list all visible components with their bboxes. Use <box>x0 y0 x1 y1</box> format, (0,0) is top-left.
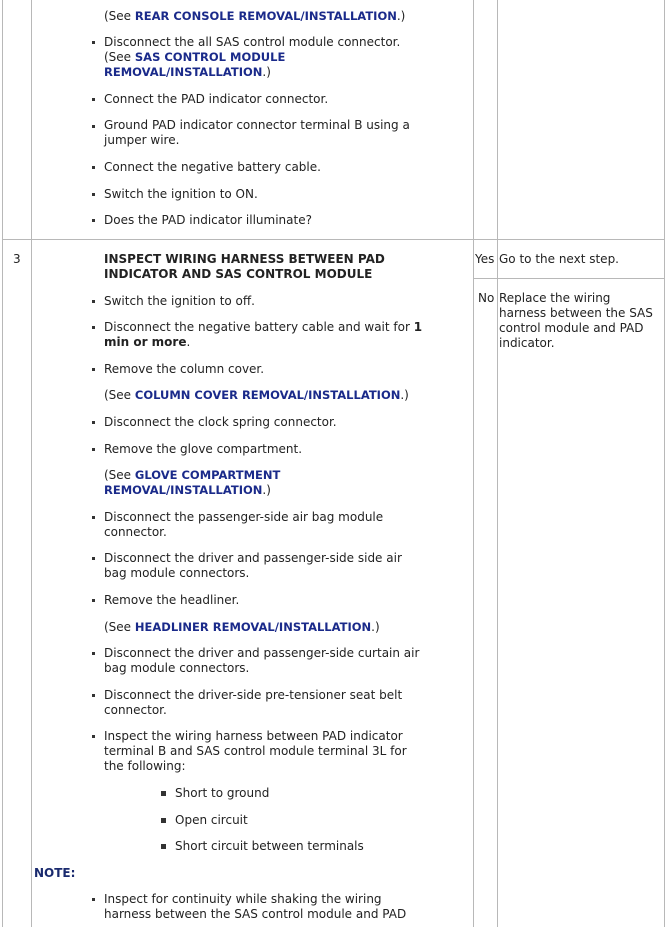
sas-module-link[interactable]: SAS CONTROL MODULE <box>134 50 286 64</box>
list-item: Does the PAD indicator illuminate? <box>104 213 312 227</box>
see-column-cover: (See COLUMN COVER REMOVAL/INSTALLATION.) <box>104 388 409 402</box>
no-action-cont: harness between the SAS <box>499 306 653 320</box>
yes-label: Yes <box>475 252 495 266</box>
step-number: 3 <box>13 252 21 266</box>
list-item-cont: min or more. <box>104 335 191 349</box>
glove-compartment-link-cont[interactable]: REMOVAL/INSTALLATION <box>104 483 263 497</box>
bullet <box>92 300 95 303</box>
see-glove-cont: REMOVAL/INSTALLATION.) <box>104 483 271 497</box>
rear-console-link[interactable]: REAR CONSOLE REMOVAL/INSTALLATION <box>134 9 397 23</box>
list-item: Remove the column cover. <box>104 362 265 376</box>
bullet <box>92 735 95 738</box>
list-item: Disconnect the negative battery cable and wait for 1 <box>104 320 423 334</box>
step-title-cont: INDICATOR AND SAS CONTROL MODULE <box>104 267 373 281</box>
list-item: Inspect the wiring harness between PAD indicator <box>104 729 403 743</box>
list-item: Connect the PAD indicator connector. <box>104 92 329 106</box>
bullet <box>92 652 95 655</box>
bullet <box>92 694 95 697</box>
list-item: Ground PAD indicator connector terminal B using a <box>104 118 410 132</box>
bullet <box>92 193 95 196</box>
list-item: Inspect for continuity while shaking the wiring <box>104 892 382 906</box>
glove-compartment-link[interactable]: GLOVE COMPARTMENT <box>134 468 281 482</box>
sub-list-item: Open circuit <box>175 813 248 827</box>
see-rear-console: (See REAR CONSOLE REMOVAL/INSTALLATION.) <box>104 9 406 23</box>
no-action-cont: indicator. <box>499 336 555 350</box>
no-label: No <box>478 291 495 305</box>
bullet <box>92 166 95 169</box>
column-divider <box>473 0 474 927</box>
see-headliner: (See HEADLINER REMOVAL/INSTALLATION.) <box>104 620 380 634</box>
headliner-link[interactable]: HEADLINER REMOVAL/INSTALLATION <box>134 620 372 634</box>
bullet <box>92 219 95 222</box>
bullet <box>92 448 95 451</box>
square-bullet <box>161 844 166 849</box>
bullet <box>92 125 95 128</box>
bullet <box>92 41 95 44</box>
see-sas-cont: REMOVAL/INSTALLATION.) <box>104 65 271 79</box>
step-title: INSPECT WIRING HARNESS BETWEEN PAD <box>104 252 385 266</box>
sub-list-item: Short to ground <box>175 786 270 800</box>
no-action-cont: control module and PAD <box>499 321 644 335</box>
list-item: Disconnect the driver-side pre-tensioner seat belt <box>104 688 403 702</box>
see-sas: (See SAS CONTROL MODULE <box>104 50 286 64</box>
bullet <box>92 98 95 101</box>
list-item: Disconnect the all SAS control module connector. <box>104 35 401 49</box>
sub-list-item: Short circuit between terminals <box>175 839 364 853</box>
column-divider <box>497 0 498 927</box>
sas-module-link-cont[interactable]: REMOVAL/INSTALLATION <box>104 65 263 79</box>
bullet <box>92 326 95 329</box>
list-item: Connect the negative battery cable. <box>104 160 321 174</box>
bullet <box>92 898 95 901</box>
yes-action: Go to the next step. <box>499 252 619 266</box>
bullet <box>92 557 95 560</box>
list-item-cont: terminal B and SAS control module terminal 3L for <box>104 744 407 758</box>
row-divider <box>2 239 665 240</box>
list-item-cont: the following: <box>104 759 186 773</box>
list-item: Remove the headliner. <box>104 593 240 607</box>
list-item-cont: harness between the SAS control module and PAD <box>104 907 407 921</box>
list-item-cont: bag module connectors. <box>104 661 250 675</box>
square-bullet <box>161 791 166 796</box>
bullet <box>92 516 95 519</box>
list-item: Remove the glove compartment. <box>104 442 303 456</box>
bullet <box>92 421 95 424</box>
list-item-cont: bag module connectors. <box>104 566 250 580</box>
list-item-cont: jumper wire. <box>104 133 180 147</box>
list-item-cont: connector. <box>104 525 167 539</box>
note-label: NOTE: <box>34 866 76 880</box>
table-border-left <box>2 0 3 927</box>
square-bullet <box>161 818 166 823</box>
list-item: Disconnect the passenger-side air bag module <box>104 510 384 524</box>
no-action: Replace the wiring <box>499 291 611 305</box>
list-item: Disconnect the clock spring connector. <box>104 415 337 429</box>
table-border-right <box>664 0 665 927</box>
column-divider <box>31 0 32 927</box>
list-item-cont: connector. <box>104 703 167 717</box>
list-item: Switch the ignition to off. <box>104 294 255 308</box>
column-cover-link[interactable]: COLUMN COVER REMOVAL/INSTALLATION <box>134 388 401 402</box>
list-item: Switch the ignition to ON. <box>104 187 258 201</box>
result-divider <box>473 278 665 279</box>
list-item: Disconnect the driver and passenger-side curtain air <box>104 646 420 660</box>
bullet <box>92 368 95 371</box>
bullet <box>92 599 95 602</box>
list-item: Disconnect the driver and passenger-side side air <box>104 551 402 565</box>
see-glove: (See GLOVE COMPARTMENT <box>104 468 281 482</box>
